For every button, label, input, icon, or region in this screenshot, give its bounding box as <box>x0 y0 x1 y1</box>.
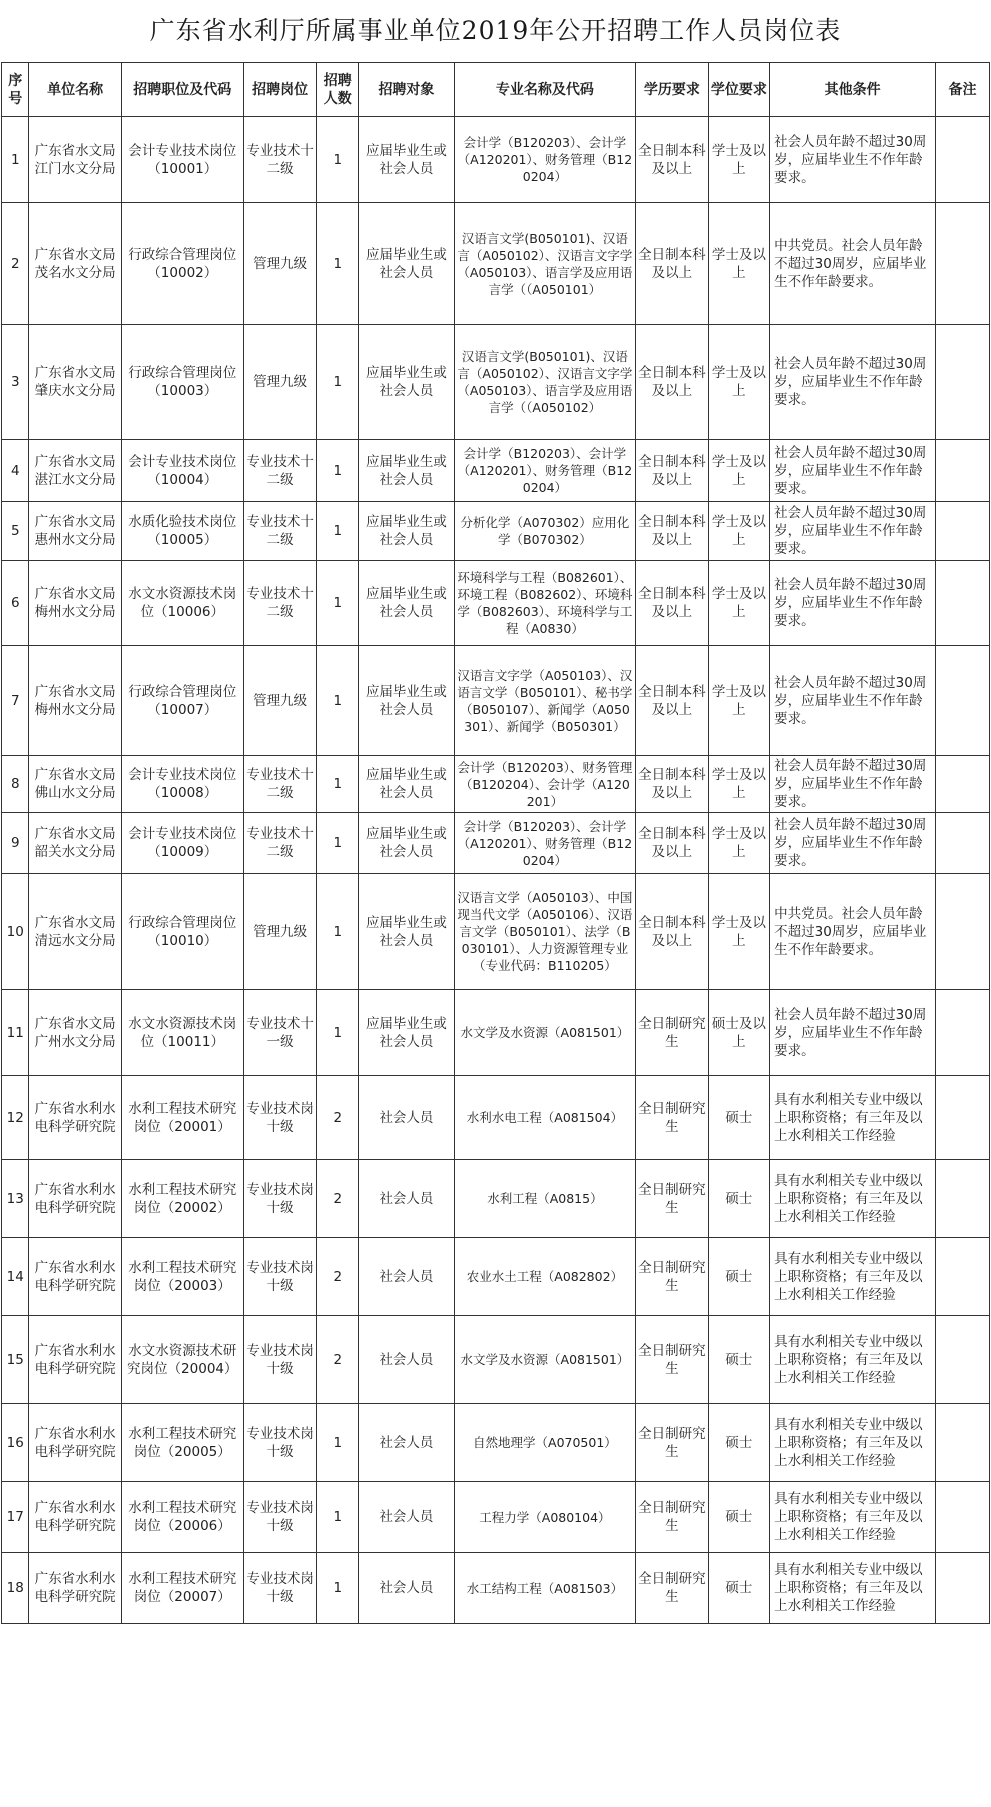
table-row <box>2 1238 990 1316</box>
other-conditions-cell: 社会人员年龄不超过30周岁，应届毕业生不作年龄要求。 <box>770 325 936 440</box>
position-code-cell: 行政综合管理岗位（10003） <box>121 325 243 440</box>
position-code-cell: 水利工程技术研究岗位（20006） <box>121 1482 243 1553</box>
row-number-cell: 4 <box>2 440 29 502</box>
row-number-cell: 6 <box>2 561 29 646</box>
education-requirement-cell: 全日制本科及以上 <box>636 117 709 203</box>
major-requirement-cell: 汉语言文学(B050101)、汉语言（A050102）、汉语言文字学（A050103）、语言学及应用语言学（（A050102） <box>454 325 635 440</box>
unit-name-cell: 广东省水利水电科学研究院 <box>29 1160 121 1238</box>
degree-requirement-cell: 学士及以上 <box>708 813 770 874</box>
hire-count-cell: 1 <box>317 117 359 203</box>
table-row <box>2 117 990 203</box>
degree-requirement-cell: 学士及以上 <box>708 874 770 990</box>
unit-name-cell: 广东省水利水电科学研究院 <box>29 1482 121 1553</box>
hire-count-cell: 1 <box>317 502 359 561</box>
row-number-cell: 8 <box>2 756 29 813</box>
note-cell <box>936 1238 990 1316</box>
other-conditions-cell: 社会人员年龄不超过30周岁，应届毕业生不作年龄要求。 <box>770 813 936 874</box>
unit-name-cell: 广东省水利水电科学研究院 <box>29 1316 121 1404</box>
post-level-cell: 专业技术十二级 <box>243 117 317 203</box>
education-requirement-cell: 全日制本科及以上 <box>636 756 709 813</box>
post-level-cell: 专业技术岗十级 <box>243 1076 317 1160</box>
hire-count-cell: 1 <box>317 1553 359 1624</box>
other-conditions-cell: 社会人员年龄不超过30周岁，应届毕业生不作年龄要求。 <box>770 117 936 203</box>
row-number-cell: 18 <box>2 1553 29 1624</box>
education-requirement-cell: 全日制本科及以上 <box>636 561 709 646</box>
note-cell <box>936 117 990 203</box>
position-code-cell: 水文水资源技术研究岗位（20004） <box>121 1316 243 1404</box>
note-cell <box>936 502 990 561</box>
other-conditions-cell: 社会人员年龄不超过30周岁，应届毕业生不作年龄要求。 <box>770 756 936 813</box>
header-position: 招聘职位及代码 <box>121 63 243 117</box>
post-level-cell: 专业技术岗十级 <box>243 1316 317 1404</box>
major-requirement-cell: 水利水电工程（A081504） <box>454 1076 635 1160</box>
row-number-cell: 15 <box>2 1316 29 1404</box>
post-level-cell: 专业技术十二级 <box>243 756 317 813</box>
table-row <box>2 646 990 756</box>
table-row <box>2 874 990 990</box>
recruit-target-cell: 应届毕业生或社会人员 <box>359 990 455 1076</box>
degree-requirement-cell: 硕士 <box>708 1076 770 1160</box>
hire-count-cell: 1 <box>317 646 359 756</box>
header-note: 备注 <box>936 63 990 117</box>
position-code-cell: 水文水资源技术岗位（10006） <box>121 561 243 646</box>
post-level-cell: 专业技术岗十级 <box>243 1404 317 1482</box>
post-level-cell: 管理九级 <box>243 874 317 990</box>
education-requirement-cell: 全日制研究生 <box>636 1404 709 1482</box>
education-requirement-cell: 全日制本科及以上 <box>636 874 709 990</box>
education-requirement-cell: 全日制研究生 <box>636 1076 709 1160</box>
unit-name-cell: 广东省水文局清远水文分局 <box>29 874 121 990</box>
major-requirement-cell: 汉语言文字学（A050103）、汉语言文学（B050101）、秘书学（B050107）、新闻学（A050301）、新闻学（B050301） <box>454 646 635 756</box>
hire-count-cell: 1 <box>317 1404 359 1482</box>
table-row <box>2 1553 990 1624</box>
education-requirement-cell: 全日制本科及以上 <box>636 646 709 756</box>
row-number-cell: 1 <box>2 117 29 203</box>
degree-requirement-cell: 硕士 <box>708 1238 770 1316</box>
post-level-cell: 专业技术十二级 <box>243 561 317 646</box>
position-code-cell: 行政综合管理岗位（10002） <box>121 203 243 325</box>
unit-name-cell: 广东省水文局梅州水文分局 <box>29 561 121 646</box>
degree-requirement-cell: 硕士 <box>708 1160 770 1238</box>
note-cell <box>936 1160 990 1238</box>
table-row <box>2 502 990 561</box>
other-conditions-cell: 中共党员。社会人员年龄不超过30周岁，应届毕业生不作年龄要求。 <box>770 874 936 990</box>
major-requirement-cell: 工程力学（A080104） <box>454 1482 635 1553</box>
major-requirement-cell: 自然地理学（A070501） <box>454 1404 635 1482</box>
hire-count-cell: 1 <box>317 813 359 874</box>
recruit-target-cell: 应届毕业生或社会人员 <box>359 756 455 813</box>
post-level-cell: 管理九级 <box>243 203 317 325</box>
hire-count-cell: 1 <box>317 874 359 990</box>
hire-count-cell: 2 <box>317 1316 359 1404</box>
note-cell <box>936 440 990 502</box>
position-code-cell: 水质化验技术岗位（10005） <box>121 502 243 561</box>
recruit-target-cell: 应届毕业生或社会人员 <box>359 325 455 440</box>
header-other-conditions: 其他条件 <box>770 63 936 117</box>
other-conditions-cell: 具有水利相关专业中级以上职称资格；有三年及以上水利相关工作经验 <box>770 1076 936 1160</box>
other-conditions-cell: 社会人员年龄不超过30周岁，应届毕业生不作年龄要求。 <box>770 646 936 756</box>
position-code-cell: 水文水资源技术岗位（10011） <box>121 990 243 1076</box>
note-cell <box>936 1316 990 1404</box>
post-level-cell: 专业技术岗十级 <box>243 1553 317 1624</box>
row-number-cell: 12 <box>2 1076 29 1160</box>
recruit-target-cell: 应届毕业生或社会人员 <box>359 813 455 874</box>
education-requirement-cell: 全日制研究生 <box>636 1553 709 1624</box>
major-requirement-cell: 水文学及水资源（A081501） <box>454 990 635 1076</box>
recruit-target-cell: 社会人员 <box>359 1238 455 1316</box>
header-degree: 学位要求 <box>708 63 770 117</box>
hire-count-cell: 1 <box>317 561 359 646</box>
education-requirement-cell: 全日制研究生 <box>636 1316 709 1404</box>
hire-count-cell: 2 <box>317 1160 359 1238</box>
row-number-cell: 10 <box>2 874 29 990</box>
hire-count-cell: 1 <box>317 325 359 440</box>
major-requirement-cell: 水利工程（A0815） <box>454 1160 635 1238</box>
major-requirement-cell: 会计学（B120203）、会计学（A120201）、财务管理（B120204） <box>454 813 635 874</box>
position-code-cell: 水利工程技术研究岗位（20007） <box>121 1553 243 1624</box>
recruit-target-cell: 应届毕业生或社会人员 <box>359 561 455 646</box>
post-level-cell: 专业技术岗十级 <box>243 1160 317 1238</box>
header-target: 招聘对象 <box>359 63 455 117</box>
degree-requirement-cell: 学士及以上 <box>708 440 770 502</box>
other-conditions-cell: 社会人员年龄不超过30周岁，应届毕业生不作年龄要求。 <box>770 561 936 646</box>
recruit-target-cell: 社会人员 <box>359 1076 455 1160</box>
hire-count-cell: 1 <box>317 756 359 813</box>
note-cell <box>936 1076 990 1160</box>
other-conditions-cell: 社会人员年龄不超过30周岁，应届毕业生不作年龄要求。 <box>770 502 936 561</box>
row-number-cell: 11 <box>2 990 29 1076</box>
note-cell <box>936 1404 990 1482</box>
degree-requirement-cell: 学士及以上 <box>708 646 770 756</box>
row-number-cell: 13 <box>2 1160 29 1238</box>
education-requirement-cell: 全日制本科及以上 <box>636 502 709 561</box>
table-row <box>2 1404 990 1482</box>
position-code-cell: 行政综合管理岗位（10010） <box>121 874 243 990</box>
header-no: 序号 <box>2 63 29 117</box>
note-cell <box>936 813 990 874</box>
position-code-cell: 会计专业技术岗位（10001） <box>121 117 243 203</box>
header-level: 招聘岗位 <box>243 63 317 117</box>
hire-count-cell: 2 <box>317 1238 359 1316</box>
unit-name-cell: 广东省水文局湛江水文分局 <box>29 440 121 502</box>
unit-name-cell: 广东省水文局肇庆水文分局 <box>29 325 121 440</box>
table-row <box>2 1316 990 1404</box>
major-requirement-cell: 汉语言文学(B050101)、汉语言（A050102）、汉语言文字学（A050103）、语言学及应用语言学（（A050101） <box>454 203 635 325</box>
page-title: 广东省水利厅所属事业单位2019年公开招聘工作人员岗位表 <box>149 16 842 45</box>
table-row <box>2 813 990 874</box>
education-requirement-cell: 全日制本科及以上 <box>636 325 709 440</box>
post-level-cell: 专业技术十二级 <box>243 440 317 502</box>
table-body <box>2 117 990 1624</box>
position-code-cell: 会计专业技术岗位（10008） <box>121 756 243 813</box>
unit-name-cell: 广东省水文局梅州水文分局 <box>29 646 121 756</box>
other-conditions-cell: 具有水利相关专业中级以上职称资格；有三年及以上水利相关工作经验 <box>770 1316 936 1404</box>
hire-count-cell: 1 <box>317 1482 359 1553</box>
unit-name-cell: 广东省水利水电科学研究院 <box>29 1076 121 1160</box>
degree-requirement-cell: 学士及以上 <box>708 756 770 813</box>
row-number-cell: 9 <box>2 813 29 874</box>
table-row <box>2 203 990 325</box>
post-level-cell: 专业技术十二级 <box>243 502 317 561</box>
hire-count-cell: 1 <box>317 440 359 502</box>
post-level-cell: 管理九级 <box>243 325 317 440</box>
degree-requirement-cell: 硕士及以上 <box>708 990 770 1076</box>
degree-requirement-cell: 硕士 <box>708 1553 770 1624</box>
unit-name-cell: 广东省水利水电科学研究院 <box>29 1238 121 1316</box>
table-row <box>2 440 990 502</box>
post-level-cell: 专业技术十一级 <box>243 990 317 1076</box>
major-requirement-cell: 汉语言文学（A050103）、中国现当代文学（A050106）、汉语言文学（B050101）、法学（B030101）、人力资源管理专业（专业代码：B110205） <box>454 874 635 990</box>
table-row <box>2 325 990 440</box>
unit-name-cell: 广东省水文局韶关水文分局 <box>29 813 121 874</box>
other-conditions-cell: 社会人员年龄不超过30周岁，应届毕业生不作年龄要求。 <box>770 440 936 502</box>
unit-name-cell: 广东省水文局茂名水文分局 <box>29 203 121 325</box>
major-requirement-cell: 会计学（B120203）、会计学（A120201）、财务管理（B120204） <box>454 117 635 203</box>
unit-name-cell: 广东省水利水电科学研究院 <box>29 1404 121 1482</box>
other-conditions-cell: 中共党员。社会人员年龄不超过30周岁，应届毕业生不作年龄要求。 <box>770 203 936 325</box>
position-code-cell: 水利工程技术研究岗位（20003） <box>121 1238 243 1316</box>
unit-name-cell: 广东省水文局江门水文分局 <box>29 117 121 203</box>
note-cell <box>936 646 990 756</box>
position-code-cell: 行政综合管理岗位（10007） <box>121 646 243 756</box>
degree-requirement-cell: 学士及以上 <box>708 203 770 325</box>
post-level-cell: 专业技术岗十级 <box>243 1238 317 1316</box>
recruit-target-cell: 应届毕业生或社会人员 <box>359 874 455 990</box>
major-requirement-cell: 会计学（B120203）、财务管理（B120204）、会计学（A120201） <box>454 756 635 813</box>
note-cell <box>936 203 990 325</box>
unit-name-cell: 广东省水利水电科学研究院 <box>29 1553 121 1624</box>
major-requirement-cell: 农业水土工程（A082802） <box>454 1238 635 1316</box>
row-number-cell: 2 <box>2 203 29 325</box>
header-count: 招聘人数 <box>317 63 359 117</box>
table-row <box>2 756 990 813</box>
note-cell <box>936 1482 990 1553</box>
other-conditions-cell: 具有水利相关专业中级以上职称资格；有三年及以上水利相关工作经验 <box>770 1482 936 1553</box>
other-conditions-cell: 具有水利相关专业中级以上职称资格；有三年及以上水利相关工作经验 <box>770 1553 936 1624</box>
hire-count-cell: 1 <box>317 203 359 325</box>
note-cell <box>936 874 990 990</box>
table-row <box>2 990 990 1076</box>
other-conditions-cell: 具有水利相关专业中级以上职称资格；有三年及以上水利相关工作经验 <box>770 1238 936 1316</box>
note-cell <box>936 990 990 1076</box>
major-requirement-cell: 水文学及水资源（A081501） <box>454 1316 635 1404</box>
unit-name-cell: 广东省水文局广州水文分局 <box>29 990 121 1076</box>
education-requirement-cell: 全日制本科及以上 <box>636 813 709 874</box>
table-row <box>2 1160 990 1238</box>
recruit-target-cell: 社会人员 <box>359 1160 455 1238</box>
header-unit: 单位名称 <box>29 63 121 117</box>
major-requirement-cell: 水工结构工程（A081503） <box>454 1553 635 1624</box>
recruit-target-cell: 应届毕业生或社会人员 <box>359 440 455 502</box>
recruit-target-cell: 应届毕业生或社会人员 <box>359 203 455 325</box>
recruit-target-cell: 社会人员 <box>359 1553 455 1624</box>
hire-count-cell: 1 <box>317 990 359 1076</box>
position-code-cell: 水利工程技术研究岗位（20001） <box>121 1076 243 1160</box>
position-code-cell: 会计专业技术岗位（10004） <box>121 440 243 502</box>
hire-count-cell: 2 <box>317 1076 359 1160</box>
recruit-target-cell: 社会人员 <box>359 1404 455 1482</box>
degree-requirement-cell: 硕士 <box>708 1404 770 1482</box>
education-requirement-cell: 全日制研究生 <box>636 1160 709 1238</box>
degree-requirement-cell: 学士及以上 <box>708 502 770 561</box>
table-row <box>2 561 990 646</box>
education-requirement-cell: 全日制本科及以上 <box>636 203 709 325</box>
unit-name-cell: 广东省水文局惠州水文分局 <box>29 502 121 561</box>
major-requirement-cell: 会计学（B120203）、会计学（A120201）、财务管理（B120204） <box>454 440 635 502</box>
recruit-target-cell: 应届毕业生或社会人员 <box>359 117 455 203</box>
education-requirement-cell: 全日制研究生 <box>636 1482 709 1553</box>
recruit-target-cell: 社会人员 <box>359 1482 455 1553</box>
row-number-cell: 5 <box>2 502 29 561</box>
row-number-cell: 3 <box>2 325 29 440</box>
table-header-row <box>2 63 990 117</box>
recruit-target-cell: 应届毕业生或社会人员 <box>359 502 455 561</box>
position-code-cell: 水利工程技术研究岗位（20005） <box>121 1404 243 1482</box>
note-cell <box>936 325 990 440</box>
header-major: 专业名称及代码 <box>454 63 635 117</box>
recruit-target-cell: 社会人员 <box>359 1316 455 1404</box>
degree-requirement-cell: 硕士 <box>708 1482 770 1553</box>
positions-table <box>1 62 990 1624</box>
unit-name-cell: 广东省水文局佛山水文分局 <box>29 756 121 813</box>
post-level-cell: 专业技术十二级 <box>243 813 317 874</box>
other-conditions-cell: 具有水利相关专业中级以上职称资格；有三年及以上水利相关工作经验 <box>770 1404 936 1482</box>
post-level-cell: 管理九级 <box>243 646 317 756</box>
degree-requirement-cell: 学士及以上 <box>708 325 770 440</box>
note-cell <box>936 1553 990 1624</box>
degree-requirement-cell: 学士及以上 <box>708 561 770 646</box>
note-cell <box>936 561 990 646</box>
row-number-cell: 7 <box>2 646 29 756</box>
major-requirement-cell: 环境科学与工程（B082601）、环境工程（B082602）、环境科学（B082603）、环境科学与工程（A0830） <box>454 561 635 646</box>
post-level-cell: 专业技术岗十级 <box>243 1482 317 1553</box>
education-requirement-cell: 全日制研究生 <box>636 1238 709 1316</box>
education-requirement-cell: 全日制研究生 <box>636 990 709 1076</box>
position-code-cell: 水利工程技术研究岗位（20002） <box>121 1160 243 1238</box>
degree-requirement-cell: 硕士 <box>708 1316 770 1404</box>
other-conditions-cell: 具有水利相关专业中级以上职称资格；有三年及以上水利相关工作经验 <box>770 1160 936 1238</box>
degree-requirement-cell: 学士及以上 <box>708 117 770 203</box>
row-number-cell: 14 <box>2 1238 29 1316</box>
note-cell <box>936 756 990 813</box>
table-row <box>2 1076 990 1160</box>
table-row <box>2 1482 990 1553</box>
recruit-target-cell: 应届毕业生或社会人员 <box>359 646 455 756</box>
education-requirement-cell: 全日制本科及以上 <box>636 440 709 502</box>
other-conditions-cell: 社会人员年龄不超过30周岁，应届毕业生不作年龄要求。 <box>770 990 936 1076</box>
major-requirement-cell: 分析化学（A070302）应用化学（B070302） <box>454 502 635 561</box>
row-number-cell: 16 <box>2 1404 29 1482</box>
position-code-cell: 会计专业技术岗位（10009） <box>121 813 243 874</box>
header-education: 学历要求 <box>636 63 709 117</box>
row-number-cell: 17 <box>2 1482 29 1553</box>
